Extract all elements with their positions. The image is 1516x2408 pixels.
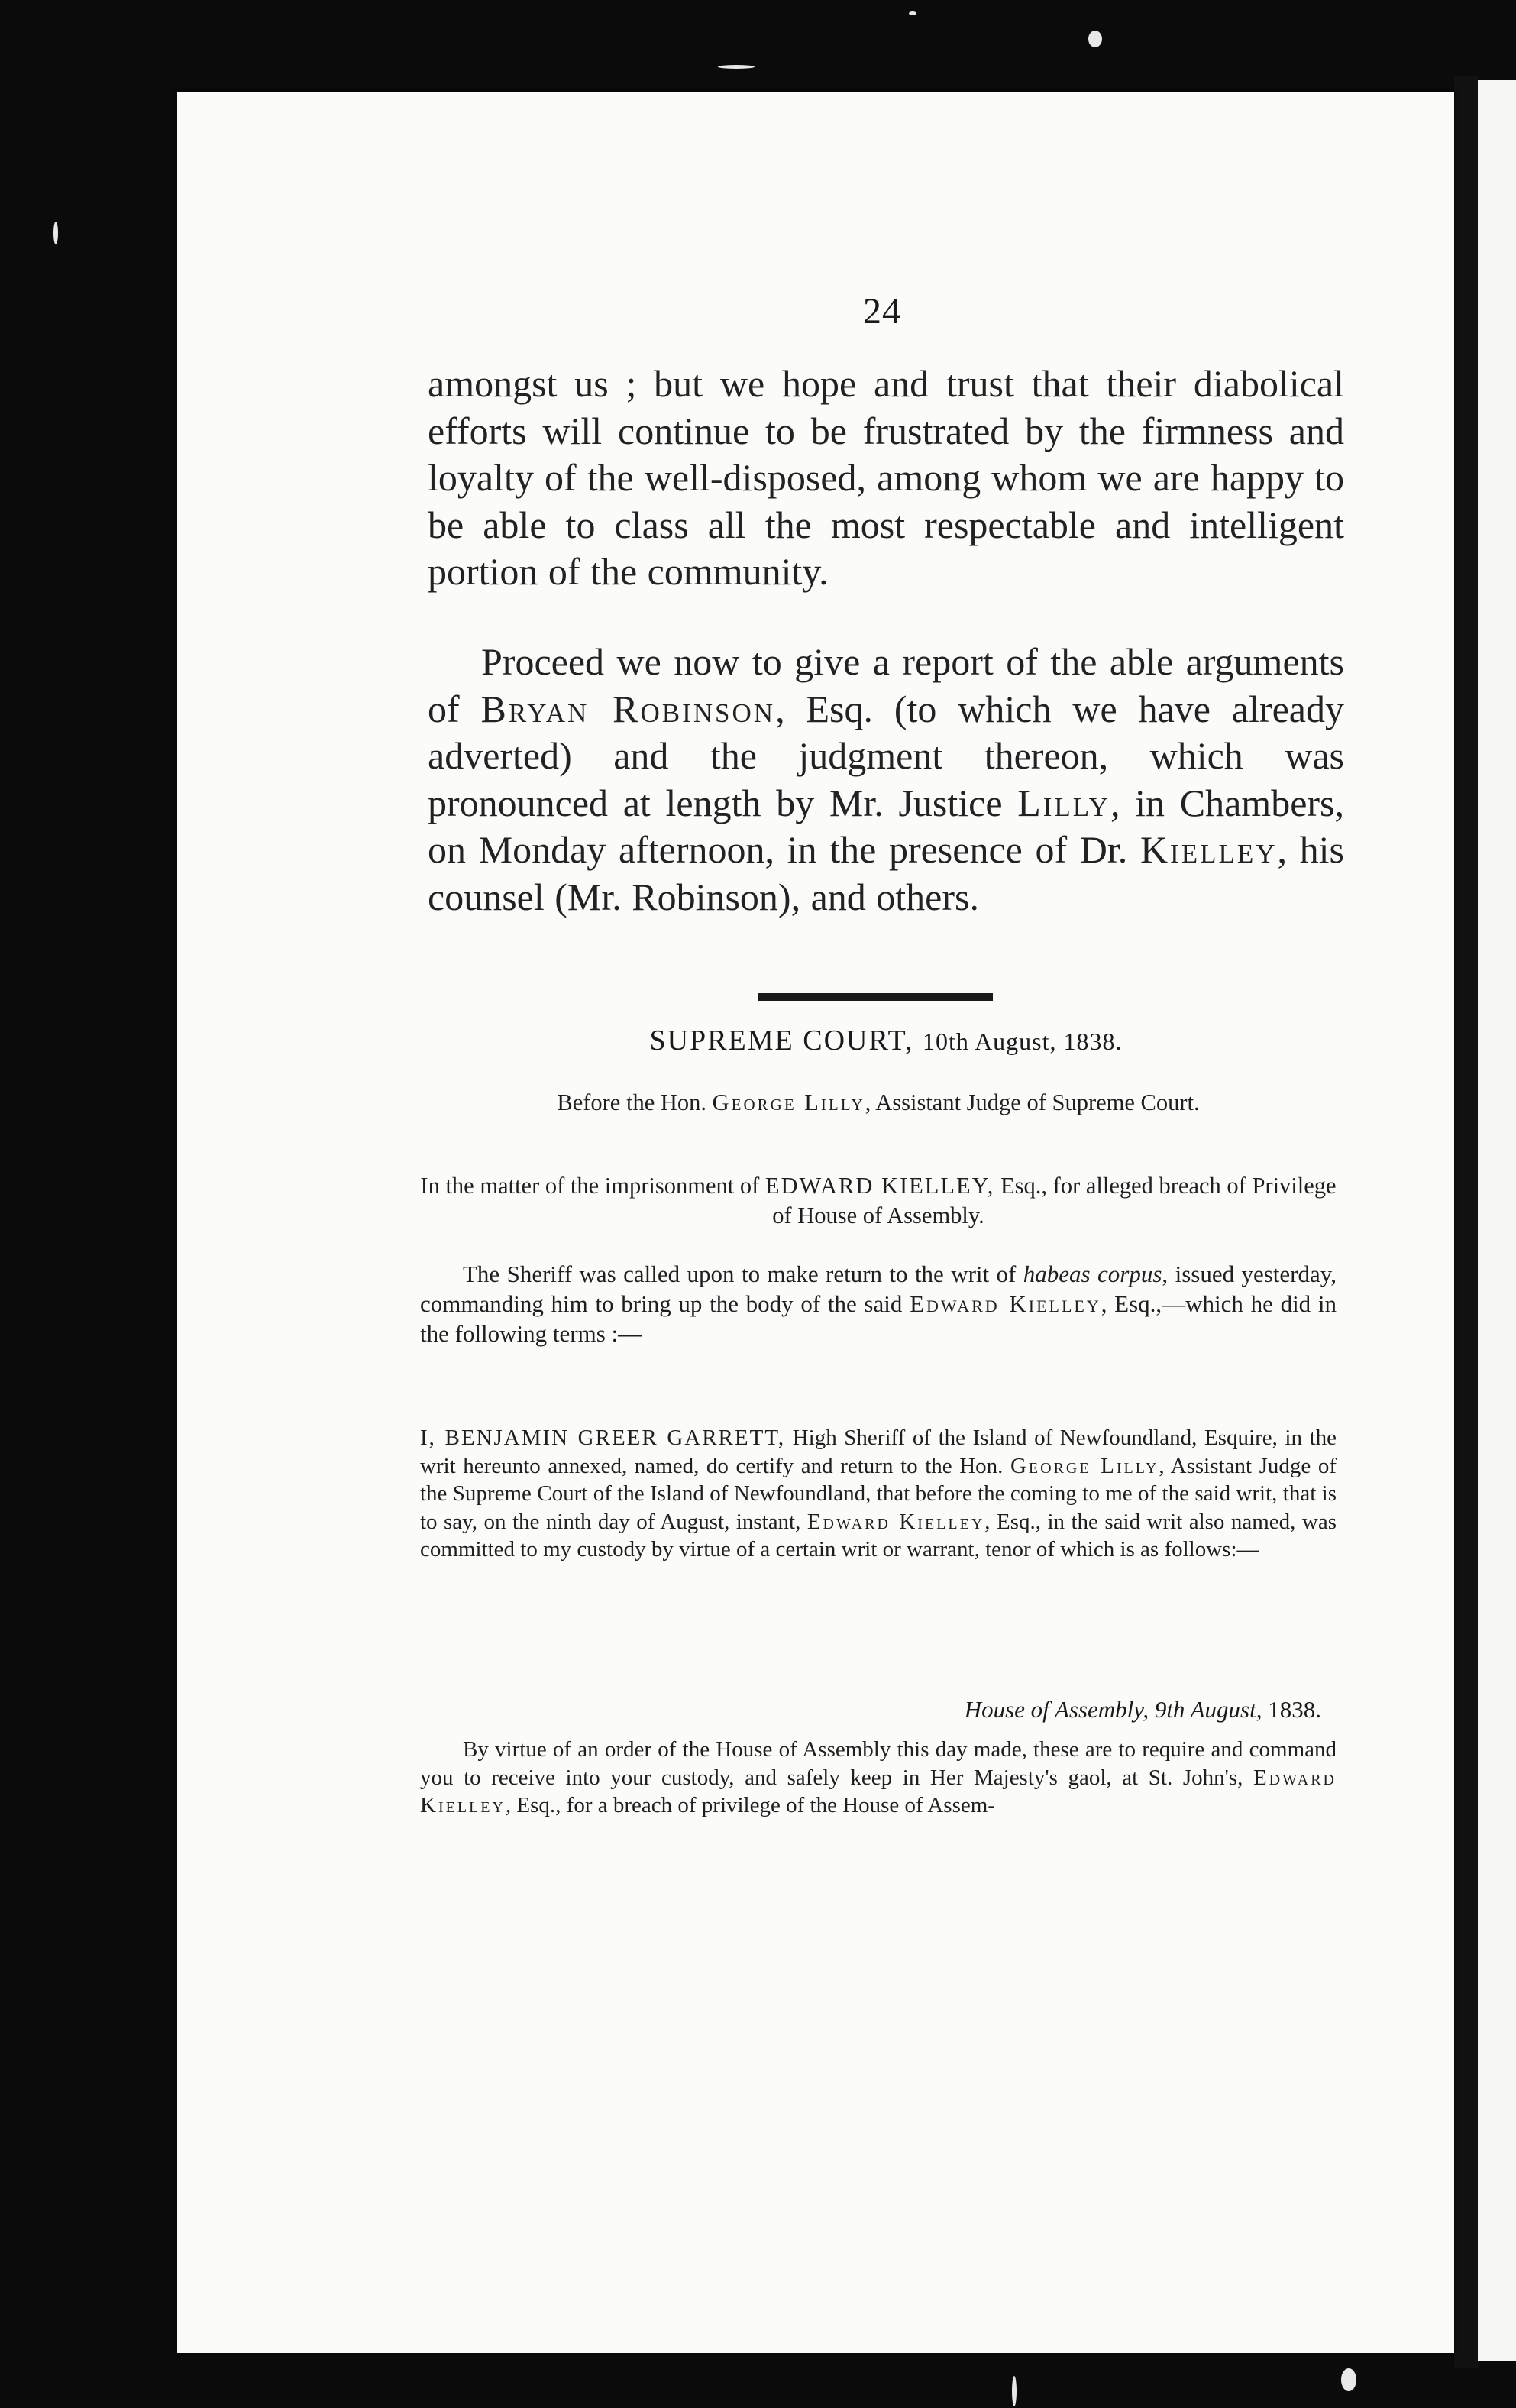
scan-speck [1012,2376,1017,2406]
sheriff-text-b: , issued yesterday, commanding him to bring up the body of the said [420,1261,1337,1317]
name-george-lilly: George Lilly [712,1089,865,1115]
court-heading-title: SUPREME COURT, [649,1024,914,1057]
name-edward-kielley-writ: Edward Kielley [806,1509,985,1534]
dateline-italic: House of Assembly, 9th August, [964,1696,1262,1723]
name-kielley: Kielley [1139,828,1278,871]
name-lilly: Lilly [1017,781,1110,824]
name-edward-order: Edward [1253,1765,1337,1790]
matter-line-text-b: Esq., for alleged breach of Privilege of House of Assembly. [772,1173,1337,1228]
paragraph-2-text-b: , Esq. (to which we have already adverted) and the judgment thereon, which was pronounced at length by Mr. Justice [428,687,1344,824]
name-edward-kielley-sc: Edward Kielley [910,1290,1101,1317]
writ-text-b: , Assistant Judge of the Supreme Court of the Island of Newfoundland, that before the coming to me of the said writ, that is to say, on the ninth day of August, instant, [420,1453,1337,1534]
before-line [420,1088,1337,1118]
habeas-corpus-italic: habeas corpus [1023,1261,1162,1287]
name-george-lilly-writ: George Lilly [1010,1453,1159,1478]
paragraph-2-text-c: , in Chambers, on Monday afternoon, in the presence of Dr. [428,781,1344,871]
paragraph-2-text-a: Proceed we now to give a report of the able arguments of [428,640,1344,730]
writ-text-a: High Sheriff of the Island of Newfoundland, Esquire, in the writ hereunto annexed, named, do certify and return to the Hon. [420,1426,1337,1478]
writ-paragraph [420,1424,1337,1564]
writ-text-c: , Esq., in the said writ also named, was committed to my custody by virtue of a certain writ or warrant, tenor of which is as follows:— [420,1509,1337,1562]
paragraph-2-text-d: , his counsel (Mr. Robinson), and others. [428,828,1344,918]
matter-line [420,1171,1337,1231]
name-kielley-order: Kielley [420,1793,506,1817]
order-text-a: By virtue of an order of the House of Assembly this day made, these are to require and command you to receive into your custody, and safely keep in Her Majesty's gaol, at St. John's, [420,1737,1337,1790]
sheriff-text-a: The Sheriff was called upon to make return to the writ of [463,1261,1023,1287]
name-edward-kielley: EDWARD KIELLEY, [764,1173,995,1199]
order-text-b: , Esq., for a breach of privilege of the House of Assem- [505,1793,995,1817]
before-line-text-b: , Assistant Judge of Supreme Court. [865,1089,1200,1115]
order-paragraph [420,1736,1337,1820]
scan-speck [1088,31,1102,47]
court-heading [428,1024,1344,1057]
page-number: 24 [863,291,901,332]
sheriff-text-c: , Esq.,—which he did in the following terms :— [420,1290,1337,1347]
before-line-text-a: Before the Hon. [557,1089,713,1115]
paragraph-1: amongst us ; but we hope and trust that their diabolical efforts will continue to be frustrated by the firmness and loyalty of the well-disposed, among whom we are happy to be able to class all the most respectable and intelligent portion of the community. [428,362,1344,593]
adjacent-page-edge [1478,80,1516,2361]
gutter-shadow [1454,76,1478,2368]
scan-speck [1341,2368,1356,2391]
sheriff-paragraph [420,1259,1337,1348]
name-benjamin-greer-garrett: I, BENJAMIN GREER GARRETT, [420,1426,786,1450]
name-bryan-robinson: Bryan Robinson [480,687,776,730]
dateline-year: 1838. [1262,1696,1321,1723]
scan-speck [909,11,916,15]
scan-speck [718,65,755,69]
matter-line-text-a: In the matter of the imprisonment of [420,1173,765,1199]
paragraph-2 [428,639,1344,921]
scan-speck [53,222,58,244]
court-heading-date: 10th August, 1838. [922,1028,1123,1055]
dateline [428,1696,1321,1723]
section-divider-rule [758,993,993,1001]
